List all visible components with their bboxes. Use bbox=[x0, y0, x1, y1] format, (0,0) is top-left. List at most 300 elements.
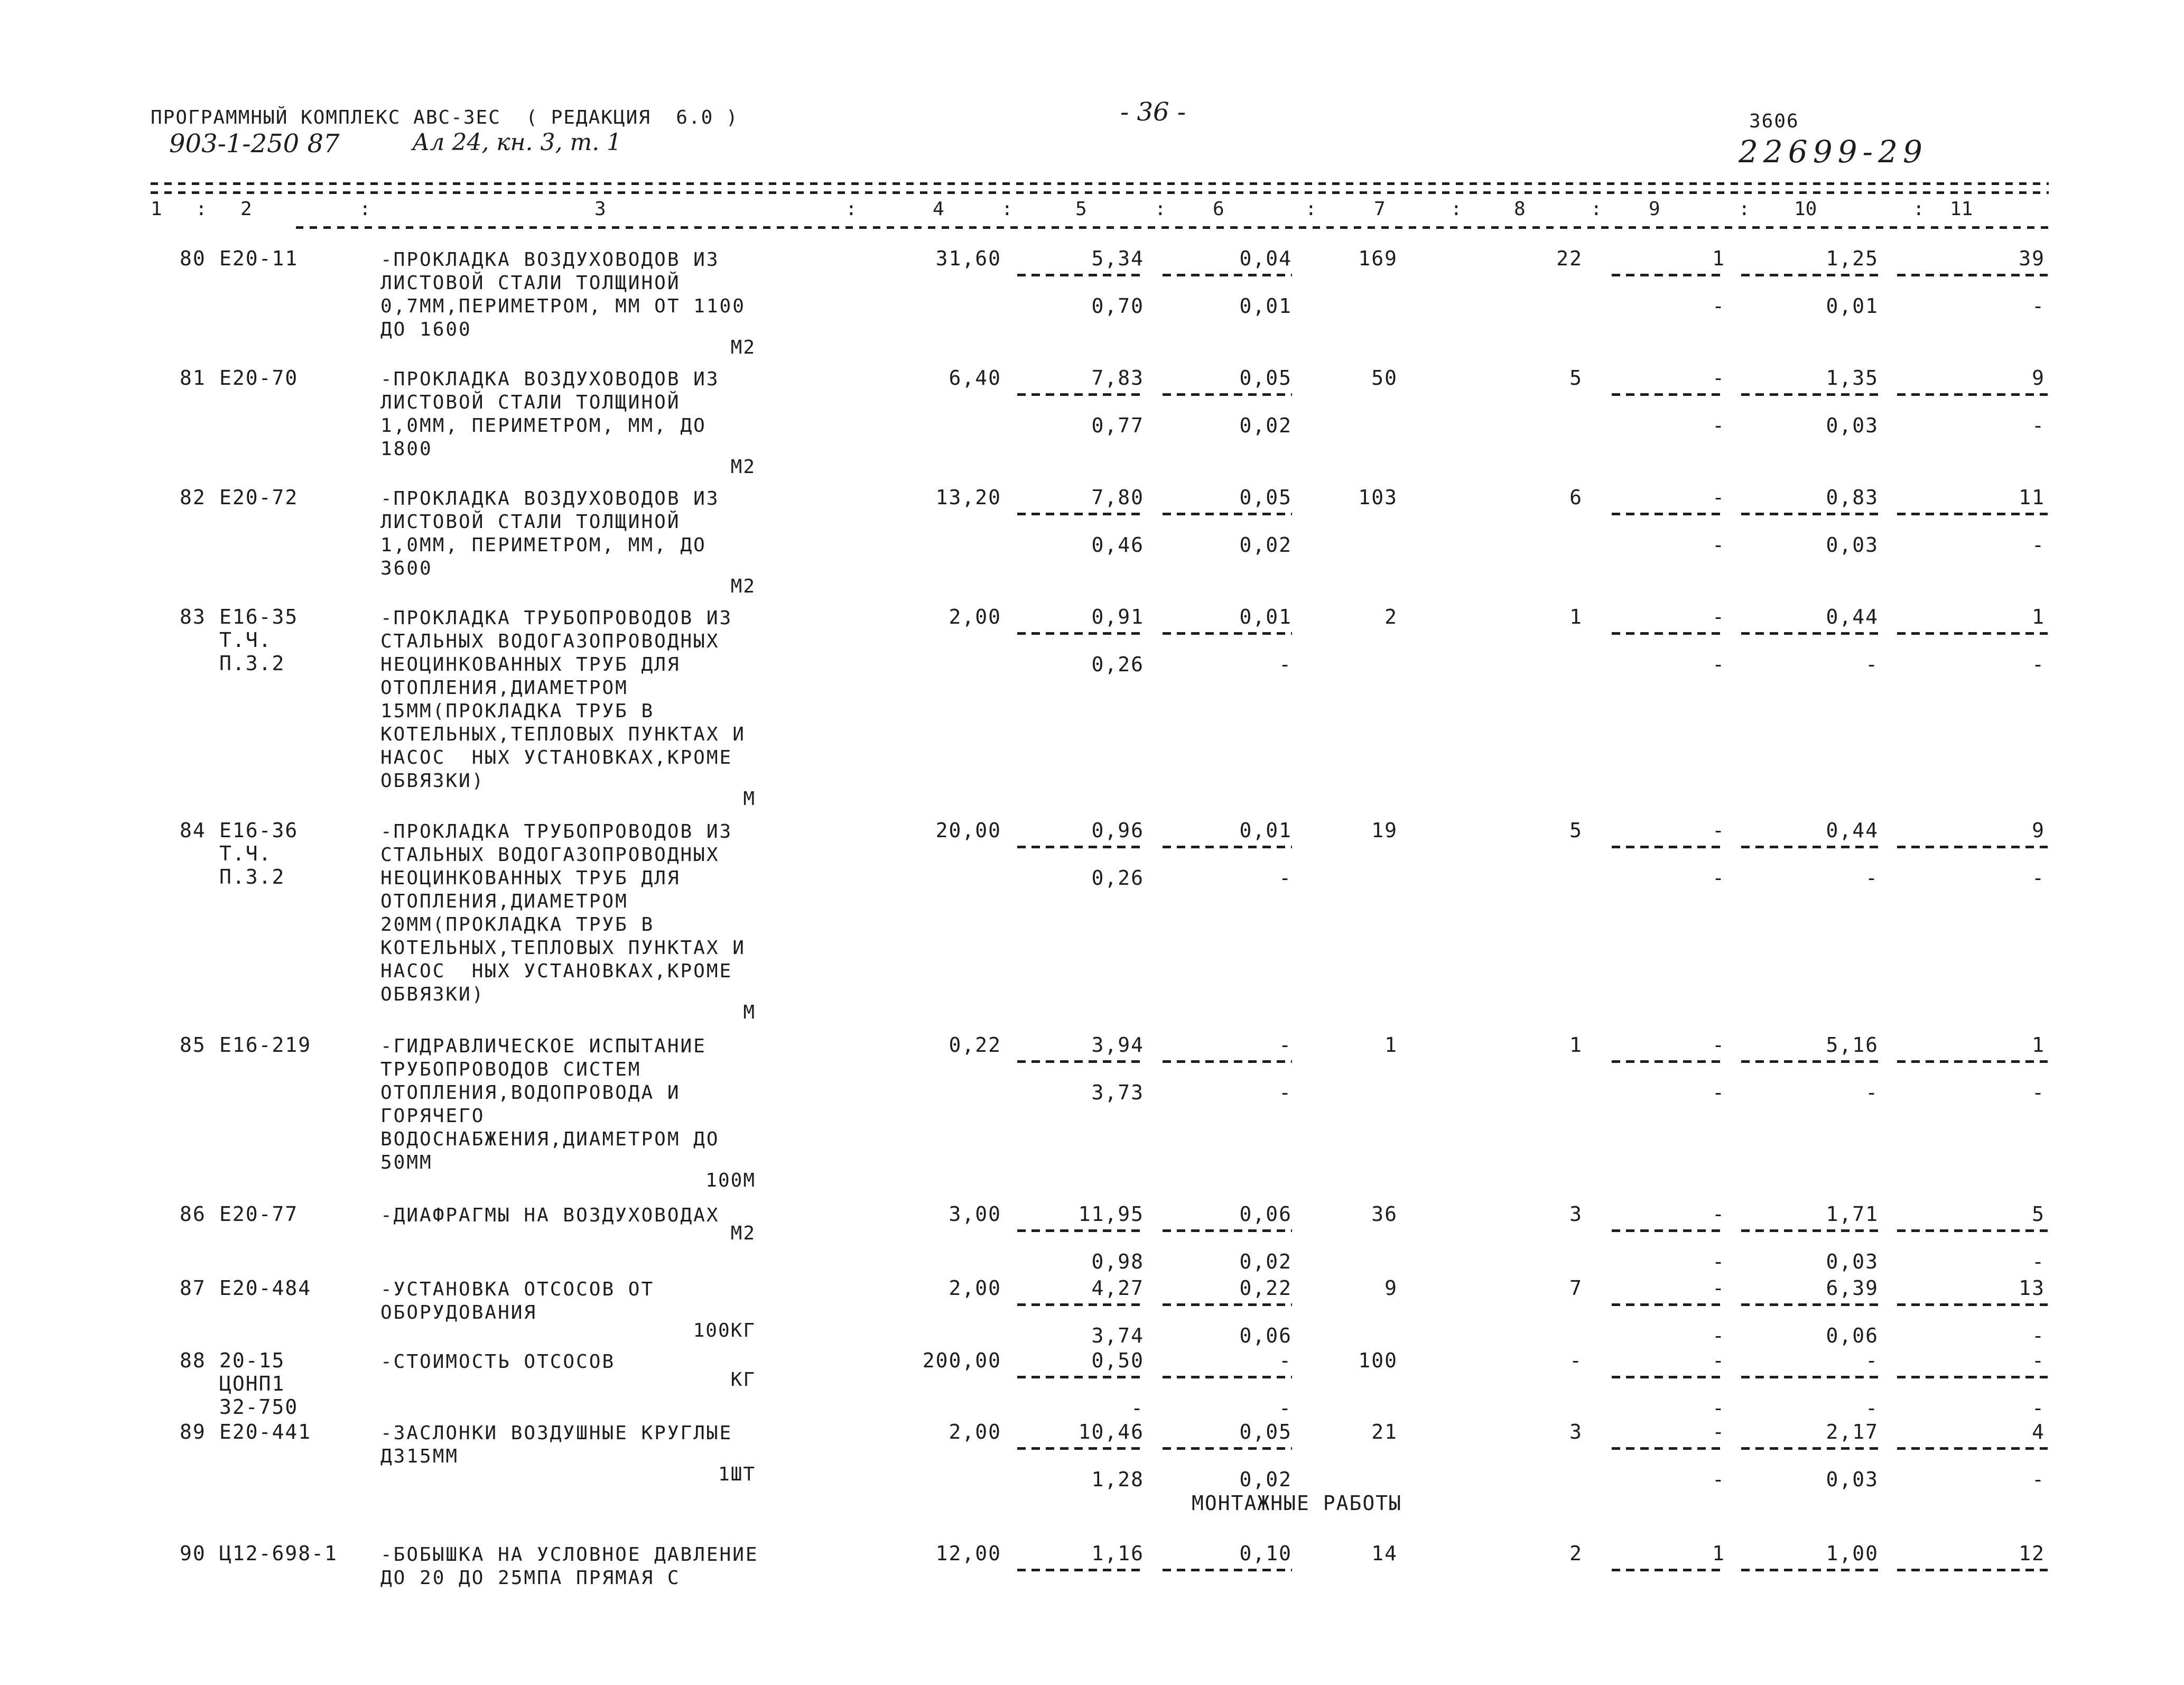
rate-code: E16-219 bbox=[219, 1033, 312, 1057]
total-cost: 1 bbox=[1384, 1033, 1398, 1057]
fraction-rule bbox=[1897, 1376, 2048, 1378]
machinist-labour-total: - bbox=[2032, 1081, 2045, 1104]
total-cost: 2 bbox=[1384, 605, 1398, 628]
unit-cost-machine-wages: - bbox=[1279, 1081, 1292, 1104]
work-description-line: 20ММ(ПРОКЛАДКА ТРУБ В bbox=[380, 914, 655, 936]
unit-cost-total: 0,50 bbox=[1091, 1349, 1144, 1372]
fraction-rule bbox=[1741, 393, 1879, 396]
fraction-rule bbox=[1612, 1229, 1725, 1232]
work-description-line: ОТОПЛЕНИЯ,ДИАМЕТРОМ bbox=[380, 891, 628, 912]
column-separator: : bbox=[1739, 198, 1750, 220]
quantity: 13,20 bbox=[935, 486, 1001, 509]
fraction-rule bbox=[1163, 846, 1292, 848]
work-description-line: -ДИАФРАГМЫ НА ВОЗДУХОВОДАХ bbox=[380, 1205, 720, 1226]
unit-of-measure: М bbox=[743, 788, 756, 810]
handwritten-album-ref: Ал 24, кн. 3, т. 1 bbox=[412, 129, 622, 156]
column-9-value: - bbox=[1712, 1202, 1725, 1226]
fraction-rule bbox=[1897, 846, 2048, 848]
machinist-labour-total: - bbox=[2032, 1324, 2045, 1347]
column-9-lower: - bbox=[1712, 1468, 1725, 1491]
unit-cost-machines: 0,05 bbox=[1239, 366, 1292, 390]
column-separator: : bbox=[1155, 198, 1166, 220]
total-cost: 9 bbox=[1384, 1276, 1398, 1300]
unit-of-measure: 1ШТ bbox=[718, 1464, 756, 1485]
column-header-9: 9 bbox=[1649, 198, 1660, 220]
rate-code: E20-70 bbox=[219, 366, 299, 390]
machinist-labour-input: - bbox=[1865, 1396, 1879, 1420]
unit-cost-machine-wages: 0,02 bbox=[1239, 414, 1292, 437]
column-separator: : bbox=[845, 198, 857, 220]
unit-cost-total: 10,46 bbox=[1078, 1420, 1144, 1443]
work-description-line: -УСТАНОВКА ОТСОСОВ ОТ bbox=[380, 1279, 655, 1300]
work-description-line: ВОДОСНАБЖЕНИЯ,ДИАМЕТРОМ ДО bbox=[380, 1128, 720, 1150]
machinist-labour-total: - bbox=[2032, 294, 2045, 318]
work-description-line: -ПРОКЛАДКА ВОЗДУХОВОДОВ ИЗ bbox=[380, 488, 720, 510]
work-description-line: НЕОЦИНКОВАННЫХ ТРУБ ДЛЯ bbox=[380, 867, 681, 889]
unit-cost-wages: 3,74 bbox=[1091, 1324, 1144, 1347]
machinist-labour-total: - bbox=[2032, 1250, 2045, 1273]
unit-cost-wages: 0,46 bbox=[1091, 533, 1144, 557]
unit-cost-total: 4,27 bbox=[1091, 1276, 1144, 1300]
unit-cost-total: 5,34 bbox=[1091, 247, 1144, 270]
column-9-lower: - bbox=[1712, 866, 1725, 890]
machinist-labour-input: 0,03 bbox=[1826, 1468, 1879, 1491]
column-9-lower: - bbox=[1712, 1081, 1725, 1104]
rate-code: E20-77 bbox=[219, 1202, 299, 1226]
rate-code: П.3.2 bbox=[219, 865, 285, 888]
fraction-rule bbox=[1741, 1229, 1879, 1232]
fraction-rule bbox=[1897, 1303, 2048, 1306]
labour-input-total: 4 bbox=[2032, 1420, 2045, 1443]
quantity: 2,00 bbox=[949, 1420, 1001, 1443]
fraction-rule bbox=[1741, 1447, 1879, 1450]
column-9-value: - bbox=[1712, 366, 1725, 390]
labour-cost: 3 bbox=[1569, 1420, 1583, 1443]
unit-of-measure: КГ bbox=[730, 1369, 756, 1391]
labour-input-total: - bbox=[2032, 1349, 2045, 1372]
fraction-rule bbox=[1897, 1447, 2048, 1450]
program-header: ПРОГРАММНЫЙ КОМПЛЕКС АВС-3ЕС ( РЕДАКЦИЯ 6.0 ) bbox=[151, 107, 739, 128]
fraction-rule bbox=[1897, 274, 2048, 276]
unit-of-measure: М2 bbox=[730, 1223, 756, 1244]
page-number: - 36 - bbox=[1120, 97, 1186, 127]
fraction-rule bbox=[1163, 274, 1292, 276]
fraction-rule bbox=[1741, 513, 1879, 515]
unit-cost-machines: 0,05 bbox=[1239, 486, 1292, 509]
rate-code: ЦОНП1 bbox=[219, 1372, 285, 1395]
fraction-rule bbox=[1897, 513, 2048, 515]
rate-code: E20-441 bbox=[219, 1420, 312, 1443]
work-description-line: -СТОИМОСТЬ ОТСОСОВ bbox=[380, 1351, 616, 1373]
fraction-rule bbox=[1741, 632, 1879, 635]
row-number: 88 bbox=[180, 1349, 206, 1372]
column-9-lower: - bbox=[1712, 1250, 1725, 1273]
column-9-lower: - bbox=[1712, 1396, 1725, 1420]
work-description-line: КОТЕЛЬНЫХ,ТЕПЛОВЫХ ПУНКТАХ И bbox=[380, 724, 746, 745]
column-separator: : bbox=[359, 198, 371, 220]
fraction-rule bbox=[1017, 393, 1144, 396]
machinist-labour-total: - bbox=[2032, 533, 2045, 557]
work-description-line: 1800 bbox=[380, 438, 433, 460]
unit-cost-machine-wages: - bbox=[1279, 1396, 1292, 1420]
labour-input-total: 1 bbox=[2032, 605, 2045, 628]
work-description-line: ОТОПЛЕНИЯ,ВОДОПРОВОДА И bbox=[380, 1082, 681, 1104]
work-description-line: НАСОС НЫХ УСТАНОВКАХ,КРОМЕ bbox=[380, 747, 733, 769]
work-description-line: -ПРОКЛАДКА ВОЗДУХОВОДОВ ИЗ bbox=[380, 368, 720, 390]
unit-cost-machine-wages: - bbox=[1279, 653, 1292, 676]
unit-cost-wages: - bbox=[1131, 1396, 1144, 1420]
labour-input: 5,16 bbox=[1826, 1033, 1879, 1057]
work-description-line: ЛИСТОВОЙ СТАЛИ ТОЛЩИНОЙ bbox=[380, 272, 681, 294]
fraction-rule bbox=[1612, 513, 1725, 515]
column-separator: : bbox=[1001, 198, 1013, 220]
column-9-lower: - bbox=[1712, 1324, 1725, 1347]
column-9-value: - bbox=[1712, 1033, 1725, 1057]
column-9-value: - bbox=[1712, 1349, 1725, 1372]
total-cost: 19 bbox=[1371, 819, 1398, 842]
labour-input: 1,71 bbox=[1826, 1202, 1879, 1226]
fraction-rule bbox=[1017, 1447, 1144, 1450]
unit-cost-machines: 0,10 bbox=[1239, 1542, 1292, 1565]
column-header-7: 7 bbox=[1374, 198, 1386, 220]
work-description-line: ЛИСТОВОЙ СТАЛИ ТОЛЩИНОЙ bbox=[380, 511, 681, 533]
machinist-labour-input: - bbox=[1865, 866, 1879, 890]
unit-cost-machines: 0,04 bbox=[1239, 247, 1292, 270]
section-label: МОНТАЖНЫЕ РАБОТЫ bbox=[1192, 1492, 1402, 1515]
unit-cost-wages: 0,77 bbox=[1091, 414, 1144, 437]
work-description-line: ОБВЯЗКИ) bbox=[380, 984, 485, 1005]
work-description-line: -ЗАСЛОНКИ ВОЗДУШНЫЕ КРУГЛЫЕ bbox=[380, 1422, 733, 1444]
work-description-line: 3600 bbox=[380, 558, 433, 579]
row-number: 89 bbox=[180, 1420, 206, 1443]
column-header-5: 5 bbox=[1075, 198, 1087, 220]
machinist-labour-input: 0,03 bbox=[1826, 1250, 1879, 1273]
work-description-line: 50ММ bbox=[380, 1152, 433, 1173]
column-header-6: 6 bbox=[1213, 198, 1224, 220]
fraction-rule bbox=[1612, 274, 1725, 276]
labour-input-total: 12 bbox=[2019, 1542, 2045, 1565]
labour-cost: 2 bbox=[1569, 1542, 1583, 1565]
column-9-value: 1 bbox=[1712, 1542, 1725, 1565]
labour-input: 1,35 bbox=[1826, 366, 1879, 390]
fraction-rule bbox=[1017, 846, 1144, 848]
work-description-line: СТАЛЬНЫХ ВОДОГАЗОПРОВОДНЫХ bbox=[380, 844, 720, 866]
column-header-4: 4 bbox=[933, 198, 944, 220]
rate-code: E20-72 bbox=[219, 486, 299, 509]
work-description-line: ТРУБОПРОВОДОВ СИСТЕМ bbox=[380, 1059, 642, 1080]
work-description-line: 1,0ММ, ПЕРИМЕТРОМ, ММ, ДО bbox=[380, 415, 707, 437]
unit-cost-machines: 0,01 bbox=[1239, 605, 1292, 628]
fraction-rule bbox=[1163, 1376, 1292, 1378]
unit-cost-machines: - bbox=[1279, 1349, 1292, 1372]
row-number: 86 bbox=[180, 1202, 206, 1226]
machinist-labour-input: - bbox=[1865, 1081, 1879, 1104]
unit-of-measure: М2 bbox=[730, 456, 756, 478]
unit-of-measure: 100М bbox=[705, 1170, 756, 1191]
machinist-labour-input: 0,03 bbox=[1826, 414, 1879, 437]
work-description-line: -БОБЫШКА НА УСЛОВНОЕ ДАВЛЕНИЕ bbox=[380, 1544, 759, 1566]
column-9-value: - bbox=[1712, 605, 1725, 628]
work-description-line: ОБОРУДОВАНИЯ bbox=[380, 1302, 537, 1323]
labour-cost: 7 bbox=[1569, 1276, 1583, 1300]
unit-cost-wages: 0,26 bbox=[1091, 866, 1144, 890]
unit-of-measure: М2 bbox=[730, 337, 756, 358]
table-top-rule-2 bbox=[151, 191, 2049, 194]
work-description-line: КОТЕЛЬНЫХ,ТЕПЛОВЫХ ПУНКТАХ И bbox=[380, 937, 746, 959]
machinist-labour-total: - bbox=[2032, 866, 2045, 890]
work-description-line: ДО 20 ДО 25МПА ПРЯМАЯ С bbox=[380, 1567, 681, 1589]
column-header-8: 8 bbox=[1514, 198, 1526, 220]
quantity: 12,00 bbox=[935, 1542, 1001, 1565]
unit-cost-machines: 0,05 bbox=[1239, 1420, 1292, 1443]
rate-code: 32-750 bbox=[219, 1395, 299, 1419]
quantity: 6,40 bbox=[949, 366, 1001, 390]
row-number: 82 bbox=[180, 486, 206, 509]
total-cost: 14 bbox=[1371, 1542, 1398, 1565]
fraction-rule bbox=[1017, 513, 1144, 515]
unit-cost-machine-wages: 0,02 bbox=[1239, 1468, 1292, 1491]
labour-input: 0,44 bbox=[1826, 819, 1879, 842]
column-header-11: 11 bbox=[1950, 198, 1973, 220]
work-description-line: ДО 1600 bbox=[380, 319, 472, 340]
column-header-3: 3 bbox=[594, 198, 606, 220]
fraction-rule bbox=[1612, 393, 1725, 396]
handwritten-project-code: 903-1-250 87 bbox=[169, 129, 340, 159]
fraction-rule bbox=[1163, 393, 1292, 396]
fraction-rule bbox=[1897, 1569, 2048, 1571]
fraction-rule bbox=[1897, 393, 2048, 396]
machinist-labour-total: - bbox=[2032, 414, 2045, 437]
unit-cost-wages: 0,98 bbox=[1091, 1250, 1144, 1273]
work-description-line: -ПРОКЛАДКА ТРУБОПРОВОДОВ ИЗ bbox=[380, 821, 733, 842]
labour-cost: 6 bbox=[1569, 486, 1583, 509]
fraction-rule bbox=[1897, 632, 2048, 635]
quantity: 2,00 bbox=[949, 1276, 1001, 1300]
column-9-value: - bbox=[1712, 1276, 1725, 1300]
fraction-rule bbox=[1612, 1060, 1725, 1063]
labour-input-total: 5 bbox=[2032, 1202, 2045, 1226]
machinist-labour-input: - bbox=[1865, 653, 1879, 676]
fraction-rule bbox=[1741, 1376, 1879, 1378]
work-description-line: -ГИДРАВЛИЧЕСКОЕ ИСПЫТАНИЕ bbox=[380, 1035, 707, 1057]
labour-input-total: 9 bbox=[2032, 366, 2045, 390]
unit-cost-machine-wages: - bbox=[1279, 866, 1292, 890]
work-description-line: ЛИСТОВОЙ СТАЛИ ТОЛЩИНОЙ bbox=[380, 392, 681, 413]
labour-input: 2,17 bbox=[1826, 1420, 1879, 1443]
fraction-rule bbox=[1163, 513, 1292, 515]
work-description-line: ГОРЯЧЕГО bbox=[380, 1105, 485, 1127]
row-number: 80 bbox=[180, 247, 206, 270]
unit-cost-machine-wages: 0,06 bbox=[1239, 1324, 1292, 1347]
labour-input-total: 39 bbox=[2019, 247, 2045, 270]
work-description-line: НЕОЦИНКОВАННЫХ ТРУБ ДЛЯ bbox=[380, 654, 681, 675]
labour-input: - bbox=[1865, 1349, 1879, 1372]
column-9-lower: - bbox=[1712, 533, 1725, 557]
labour-cost: 1 bbox=[1569, 605, 1583, 628]
work-description-line: 15ММ(ПРОКЛАДКА ТРУБ В bbox=[380, 700, 655, 722]
fraction-rule bbox=[1741, 846, 1879, 848]
total-cost: 169 bbox=[1358, 247, 1398, 270]
unit-cost-total: 3,94 bbox=[1091, 1033, 1144, 1057]
rate-code: П.3.2 bbox=[219, 652, 285, 675]
total-cost: 21 bbox=[1371, 1420, 1398, 1443]
total-cost: 50 bbox=[1371, 366, 1398, 390]
column-separator: : bbox=[196, 198, 207, 220]
fraction-rule bbox=[1612, 1376, 1725, 1378]
rate-code: E16-36 bbox=[219, 819, 299, 842]
unit-cost-wages: 1,28 bbox=[1091, 1468, 1144, 1491]
unit-cost-total: 7,80 bbox=[1091, 486, 1144, 509]
row-number: 83 bbox=[180, 605, 206, 628]
column-9-value: - bbox=[1712, 486, 1725, 509]
fraction-rule bbox=[1741, 1303, 1879, 1306]
quantity: 200,00 bbox=[922, 1349, 1001, 1372]
fraction-rule bbox=[1897, 1229, 2048, 1232]
rate-code: Т.Ч. bbox=[219, 628, 272, 652]
unit-cost-wages: 0,26 bbox=[1091, 653, 1144, 676]
fraction-rule bbox=[1017, 1303, 1144, 1306]
unit-cost-wages: 3,73 bbox=[1091, 1081, 1144, 1104]
fraction-rule bbox=[1612, 632, 1725, 635]
column-separator: : bbox=[1305, 198, 1317, 220]
fraction-rule bbox=[1017, 1060, 1144, 1063]
labour-cost: 3 bbox=[1569, 1202, 1583, 1226]
quantity: 20,00 bbox=[935, 819, 1001, 842]
work-description-line: ОБВЯЗКИ) bbox=[380, 770, 485, 792]
unit-of-measure: 100КГ bbox=[693, 1320, 756, 1341]
machinist-labour-input: 0,06 bbox=[1826, 1324, 1879, 1347]
fraction-rule bbox=[1612, 1569, 1725, 1571]
work-description-line: СТАЛЬНЫХ ВОДОГАЗОПРОВОДНЫХ bbox=[380, 631, 720, 652]
labour-input-total: 11 bbox=[2019, 486, 2045, 509]
unit-cost-total: 11,95 bbox=[1078, 1202, 1144, 1226]
total-cost: 100 bbox=[1358, 1349, 1398, 1372]
fraction-rule bbox=[1163, 1447, 1292, 1450]
fraction-rule bbox=[1163, 1569, 1292, 1571]
fraction-rule bbox=[1741, 1060, 1879, 1063]
labour-input: 1,00 bbox=[1826, 1542, 1879, 1565]
machinist-labour-input: 0,03 bbox=[1826, 533, 1879, 557]
unit-of-measure: М bbox=[743, 1002, 756, 1023]
fraction-rule bbox=[1017, 1229, 1144, 1232]
column-separator: : bbox=[1913, 198, 1925, 220]
unit-cost-total: 1,16 bbox=[1091, 1542, 1144, 1565]
unit-cost-total: 7,83 bbox=[1091, 366, 1144, 390]
machinist-labour-input: 0,01 bbox=[1826, 294, 1879, 318]
labour-input-total: 13 bbox=[2019, 1276, 2045, 1300]
fraction-rule bbox=[1741, 274, 1879, 276]
fraction-rule bbox=[1612, 846, 1725, 848]
rate-code: Т.Ч. bbox=[219, 842, 272, 865]
row-number: 81 bbox=[180, 366, 206, 390]
unit-cost-wages: 0,70 bbox=[1091, 294, 1144, 318]
total-cost: 103 bbox=[1358, 486, 1398, 509]
machinist-labour-total: - bbox=[2032, 1468, 2045, 1491]
fraction-rule bbox=[1163, 1303, 1292, 1306]
fraction-rule bbox=[1017, 1376, 1144, 1378]
column-9-lower: - bbox=[1712, 653, 1725, 676]
fraction-rule bbox=[1163, 632, 1292, 635]
column-9-lower: - bbox=[1712, 294, 1725, 318]
labour-input: 0,44 bbox=[1826, 605, 1879, 628]
quantity: 2,00 bbox=[949, 605, 1001, 628]
work-description-line: -ПРОКЛАДКА ТРУБОПРОВОДОВ ИЗ bbox=[380, 607, 733, 629]
unit-cost-machines: 0,06 bbox=[1239, 1202, 1292, 1226]
labour-cost: 22 bbox=[1556, 247, 1583, 270]
column-separator: : bbox=[1451, 198, 1462, 220]
labour-input: 6,39 bbox=[1826, 1276, 1879, 1300]
unit-cost-machine-wages: 0,01 bbox=[1239, 294, 1292, 318]
total-cost: 36 bbox=[1371, 1202, 1398, 1226]
column-separator: : bbox=[1591, 198, 1602, 220]
unit-cost-machines: 0,22 bbox=[1239, 1276, 1292, 1300]
unit-cost-machines: - bbox=[1279, 1033, 1292, 1057]
column-9-value: - bbox=[1712, 1420, 1725, 1443]
fraction-rule bbox=[1897, 1060, 2048, 1063]
work-description-line: 1,0ММ, ПЕРИМЕТРОМ, ММ, ДО bbox=[380, 534, 707, 556]
labour-input-total: 1 bbox=[2032, 1033, 2045, 1057]
rate-code: E20-484 bbox=[219, 1276, 312, 1300]
machinist-labour-total: - bbox=[2032, 1396, 2045, 1420]
rate-code: E20-11 bbox=[219, 247, 299, 270]
row-number: 87 bbox=[180, 1276, 206, 1300]
handwritten-registry-number: 22699-29 bbox=[1739, 134, 1928, 170]
quantity: 0,22 bbox=[949, 1033, 1001, 1057]
unit-cost-machines: 0,01 bbox=[1239, 819, 1292, 842]
row-number: 90 bbox=[180, 1542, 206, 1565]
work-description-line: 0,7ММ,ПЕРИМЕТРОМ, ММ ОТ 1100 bbox=[380, 295, 746, 317]
quantity: 31,60 bbox=[935, 247, 1001, 270]
fraction-rule bbox=[1612, 1303, 1725, 1306]
fraction-rule bbox=[1163, 1229, 1292, 1232]
labour-input: 0,83 bbox=[1826, 486, 1879, 509]
work-description-line: -ПРОКЛАДКА ВОЗДУХОВОДОВ ИЗ bbox=[380, 249, 720, 271]
fraction-rule bbox=[1612, 1447, 1725, 1450]
quantity: 3,00 bbox=[949, 1202, 1001, 1226]
labour-input-total: 9 bbox=[2032, 819, 2045, 842]
column-9-lower: - bbox=[1712, 414, 1725, 437]
fraction-rule bbox=[1017, 274, 1144, 276]
column-header-2: 2 bbox=[240, 198, 252, 220]
column-9-value: 1 bbox=[1712, 247, 1725, 270]
fraction-rule bbox=[1163, 1060, 1292, 1063]
labour-cost: 1 bbox=[1569, 1033, 1583, 1057]
rate-code: 20-15 bbox=[219, 1349, 285, 1372]
labour-cost: - bbox=[1569, 1349, 1583, 1372]
row-number: 85 bbox=[180, 1033, 206, 1057]
work-description-line: НАСОС НЫХ УСТАНОВКАХ,КРОМЕ bbox=[380, 960, 733, 982]
column-9-value: - bbox=[1712, 819, 1725, 842]
machinist-labour-total: - bbox=[2032, 653, 2045, 676]
unit-cost-total: 0,96 bbox=[1091, 819, 1144, 842]
rate-code: Ц12-698-1 bbox=[219, 1542, 338, 1565]
labour-cost: 5 bbox=[1569, 366, 1583, 390]
unit-cost-machine-wages: 0,02 bbox=[1239, 1250, 1292, 1273]
document-code: 3606 bbox=[1749, 110, 1799, 132]
column-header-1: 1 bbox=[151, 198, 162, 220]
row-number: 84 bbox=[180, 819, 206, 842]
work-description-line: Д315ММ bbox=[380, 1446, 459, 1467]
unit-cost-total: 0,91 bbox=[1091, 605, 1144, 628]
work-description-line: ОТОПЛЕНИЯ,ДИАМЕТРОМ bbox=[380, 677, 628, 699]
table-header-rule bbox=[296, 226, 2049, 229]
labour-input: 1,25 bbox=[1826, 247, 1879, 270]
column-header-10: 10 bbox=[1794, 198, 1817, 220]
fraction-rule bbox=[1017, 632, 1144, 635]
unit-of-measure: М2 bbox=[730, 576, 756, 597]
fraction-rule bbox=[1741, 1569, 1879, 1571]
rate-code: E16-35 bbox=[219, 605, 299, 628]
